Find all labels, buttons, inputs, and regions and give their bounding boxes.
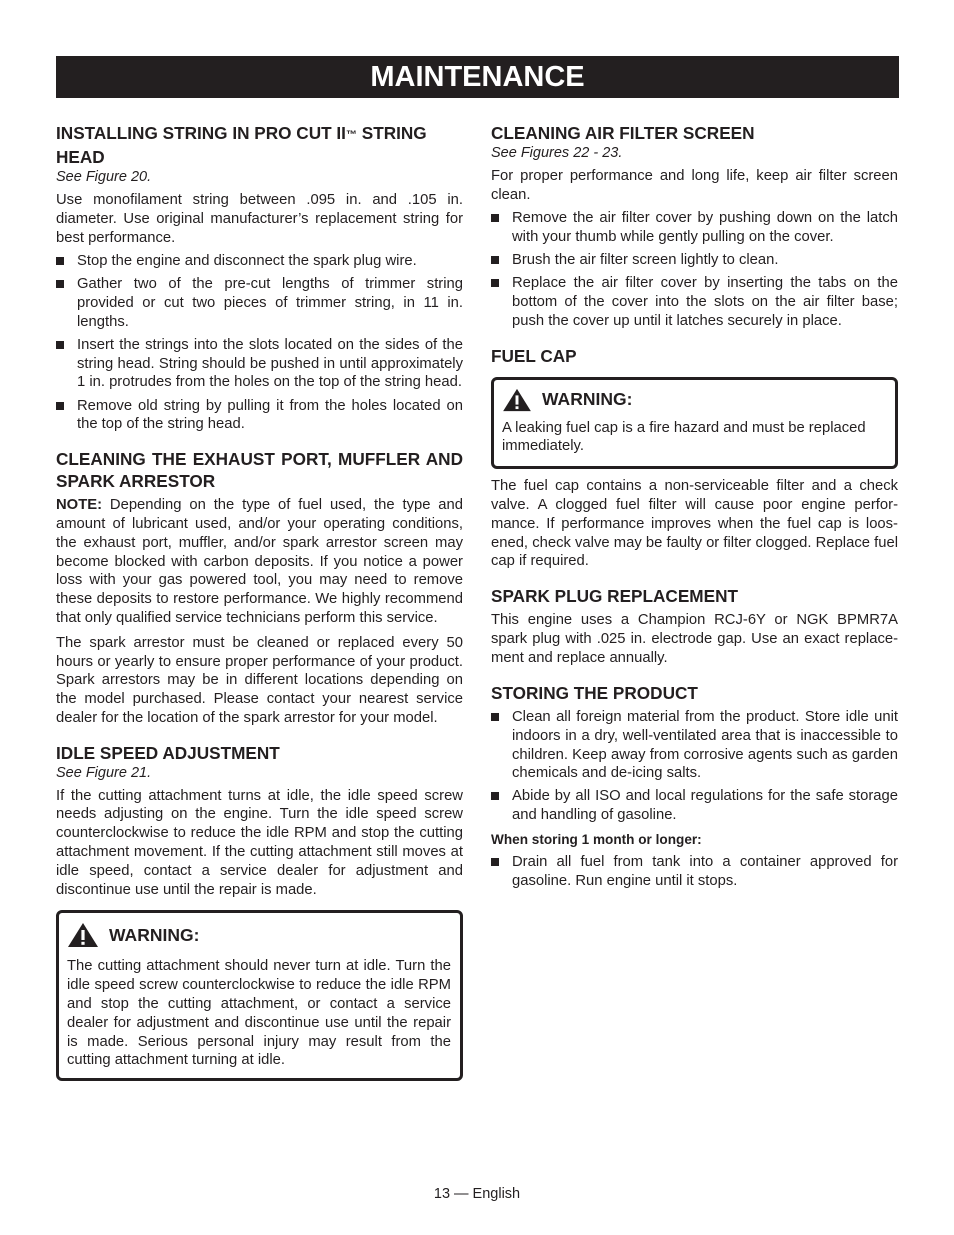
spark-plug-text: This engine uses a Champion RCJ-6Y or NGK BPMR7A spark plug with .025 in. electrode gap. Use an exact replace-ment and replace annually. (491, 612, 898, 666)
bullet-square-icon (56, 280, 64, 288)
installing-intro: Use monofilament string between .095 in. and .105 in. diameter. Use original manufacturer’s replacement string for best performance. (56, 192, 463, 246)
storing-steps (491, 708, 898, 825)
bullet-square-icon (491, 279, 499, 287)
bullet-square-icon (491, 214, 499, 222)
list-item: Gather two of the pre-cut lengths of trimmer string provided or cut two pieces of trimmer string, in 11 in. lengths. (56, 275, 463, 331)
idle-warning-box (56, 910, 463, 1081)
fuel-cap-text: The fuel cap contains a non-serviceable filter and a check valve. A clogged fuel filter will cause poor engine perfor-mance. If performance improves when the fuel cap is loos-ened, check valve may be faulty or filter clogged. Replace fuel cap if required. (491, 478, 898, 570)
warning-label: WARNING: (109, 924, 200, 945)
air-see-figure: See Figures 22 - 23. (491, 145, 623, 161)
list-item: Clean all foreign material from the product. Store idle unit indoors in a dry, well-ventilated area that is inaccessible to children. Keep away from corrosive agents such as garden chemicals and de-icing salts. (491, 708, 898, 783)
installing-steps (56, 252, 463, 434)
spark-plug-heading: SPARK PLUG REPLACEMENT (491, 586, 739, 607)
bullet-square-icon (491, 792, 499, 800)
left-column (56, 122, 463, 1081)
warning-label: WARNING: (542, 389, 633, 410)
page-title: MAINTENANCE (56, 56, 899, 98)
storing-long-steps (491, 853, 898, 891)
warning-text: The cutting attachment should never turn at idle. Turn the idle speed screw counterclockwise to reduce the idle RPM and stop the cutting attachment, or contact a service dealer for adjustment and discontinue use until the repair is made. Serious personal injury may result from the cutting attachment turning at idle. (67, 958, 451, 1069)
list-item: Abide by all ISO and local regulations for the safe storage and handling of gasoline. (491, 787, 898, 825)
right-column (491, 122, 898, 891)
warning-triangle-icon (67, 922, 99, 948)
exhaust-heading: CLEANING THE EXHAUST PORT, MUFFLER AND SPARK ARRESTOR (56, 449, 463, 492)
warning-header (67, 922, 451, 948)
fuel-warning-box (491, 377, 898, 470)
list-item: Insert the strings into the slots located on the sides of the string head. String should be pushed in until approximately 1 in. protrudes from the holes on the top of the string head. (56, 336, 463, 392)
installing-string-heading: INSTALLING STRING IN PRO CUT II™ STRING HEAD (56, 123, 427, 167)
exhaust-note: NOTE: Depending on the type of fuel used, the type and amount of lubricant used, and/or your operating conditions, the exhaust port, muffler, and/or spark arrestor screen may become blocked with carbon deposits. If you notice a power loss with your gas powered tool, you may need to remove these deposits to restore performance. We highly recommend that only qualified service technicians perform this service. (56, 497, 463, 626)
page-number: 13 — English (433, 1186, 521, 1202)
list-item: Remove old string by pulling it from the holes located on the top of the string head. (56, 397, 463, 435)
bullet-square-icon (56, 341, 64, 349)
air-steps (491, 209, 898, 331)
fuel-cap-heading: FUEL CAP (491, 345, 577, 366)
list-item: Stop the engine and disconnect the spark plug wire. (56, 252, 463, 271)
list-item: Replace the air filter cover by inserting the tabs on the bottom of the cover into the slots on the air filter base; push the cover up until it latches securely in place. (491, 274, 898, 330)
idle-speed-text: If the cutting attachment turns at idle, the idle speed screw needs adjusting on the engine. Turn the idle speed screw counterclockwise to reduce the idle RPM and stop the cutting attachment movement. If the cutting attachment still moves at idle speed, contact a service dealer for adjustment and discontinue use until the repair is made. (56, 787, 463, 898)
idle-see-figure: See Figure 21. (56, 764, 152, 781)
air-intro: For proper performance and long life, keep air filter screen clean. (491, 168, 898, 203)
bullet-square-icon (56, 257, 64, 265)
air-filter-heading: CLEANING AIR FILTER SCREEN (491, 123, 755, 143)
idle-speed-heading: IDLE SPEED ADJUSTMENT (56, 742, 280, 763)
bullet-square-icon (56, 402, 64, 410)
list-item: Remove the air filter cover by pushing down on the latch with your thumb while gently pulling on the cover. (491, 209, 898, 247)
list-item: Brush the air filter screen lightly to clean. (491, 251, 898, 270)
exhaust-para: The spark arrestor must be cleaned or replaced every 50 hours or yearly to ensure proper performance of your product. Spark arrestors may be in different locations depending on the model purchased. Please contact your nearest service dealer for the location of the spark arrestor for your model. (56, 634, 463, 726)
warning-text: A leaking fuel cap is a fire hazard and must be replaced immediately. (502, 419, 866, 455)
bullet-square-icon (491, 256, 499, 264)
storing-subheading: When storing 1 month or longer: (491, 832, 702, 848)
bullet-square-icon (491, 858, 499, 866)
storing-heading: STORING THE PRODUCT (491, 682, 698, 703)
warning-triangle-icon (502, 388, 532, 412)
list-item: Drain all fuel from tank into a container approved for gasoline. Run engine until it stops. (491, 853, 898, 891)
installing-see-figure: See Figure 20. (56, 169, 152, 185)
warning-header (502, 388, 886, 412)
bullet-square-icon (491, 713, 499, 721)
